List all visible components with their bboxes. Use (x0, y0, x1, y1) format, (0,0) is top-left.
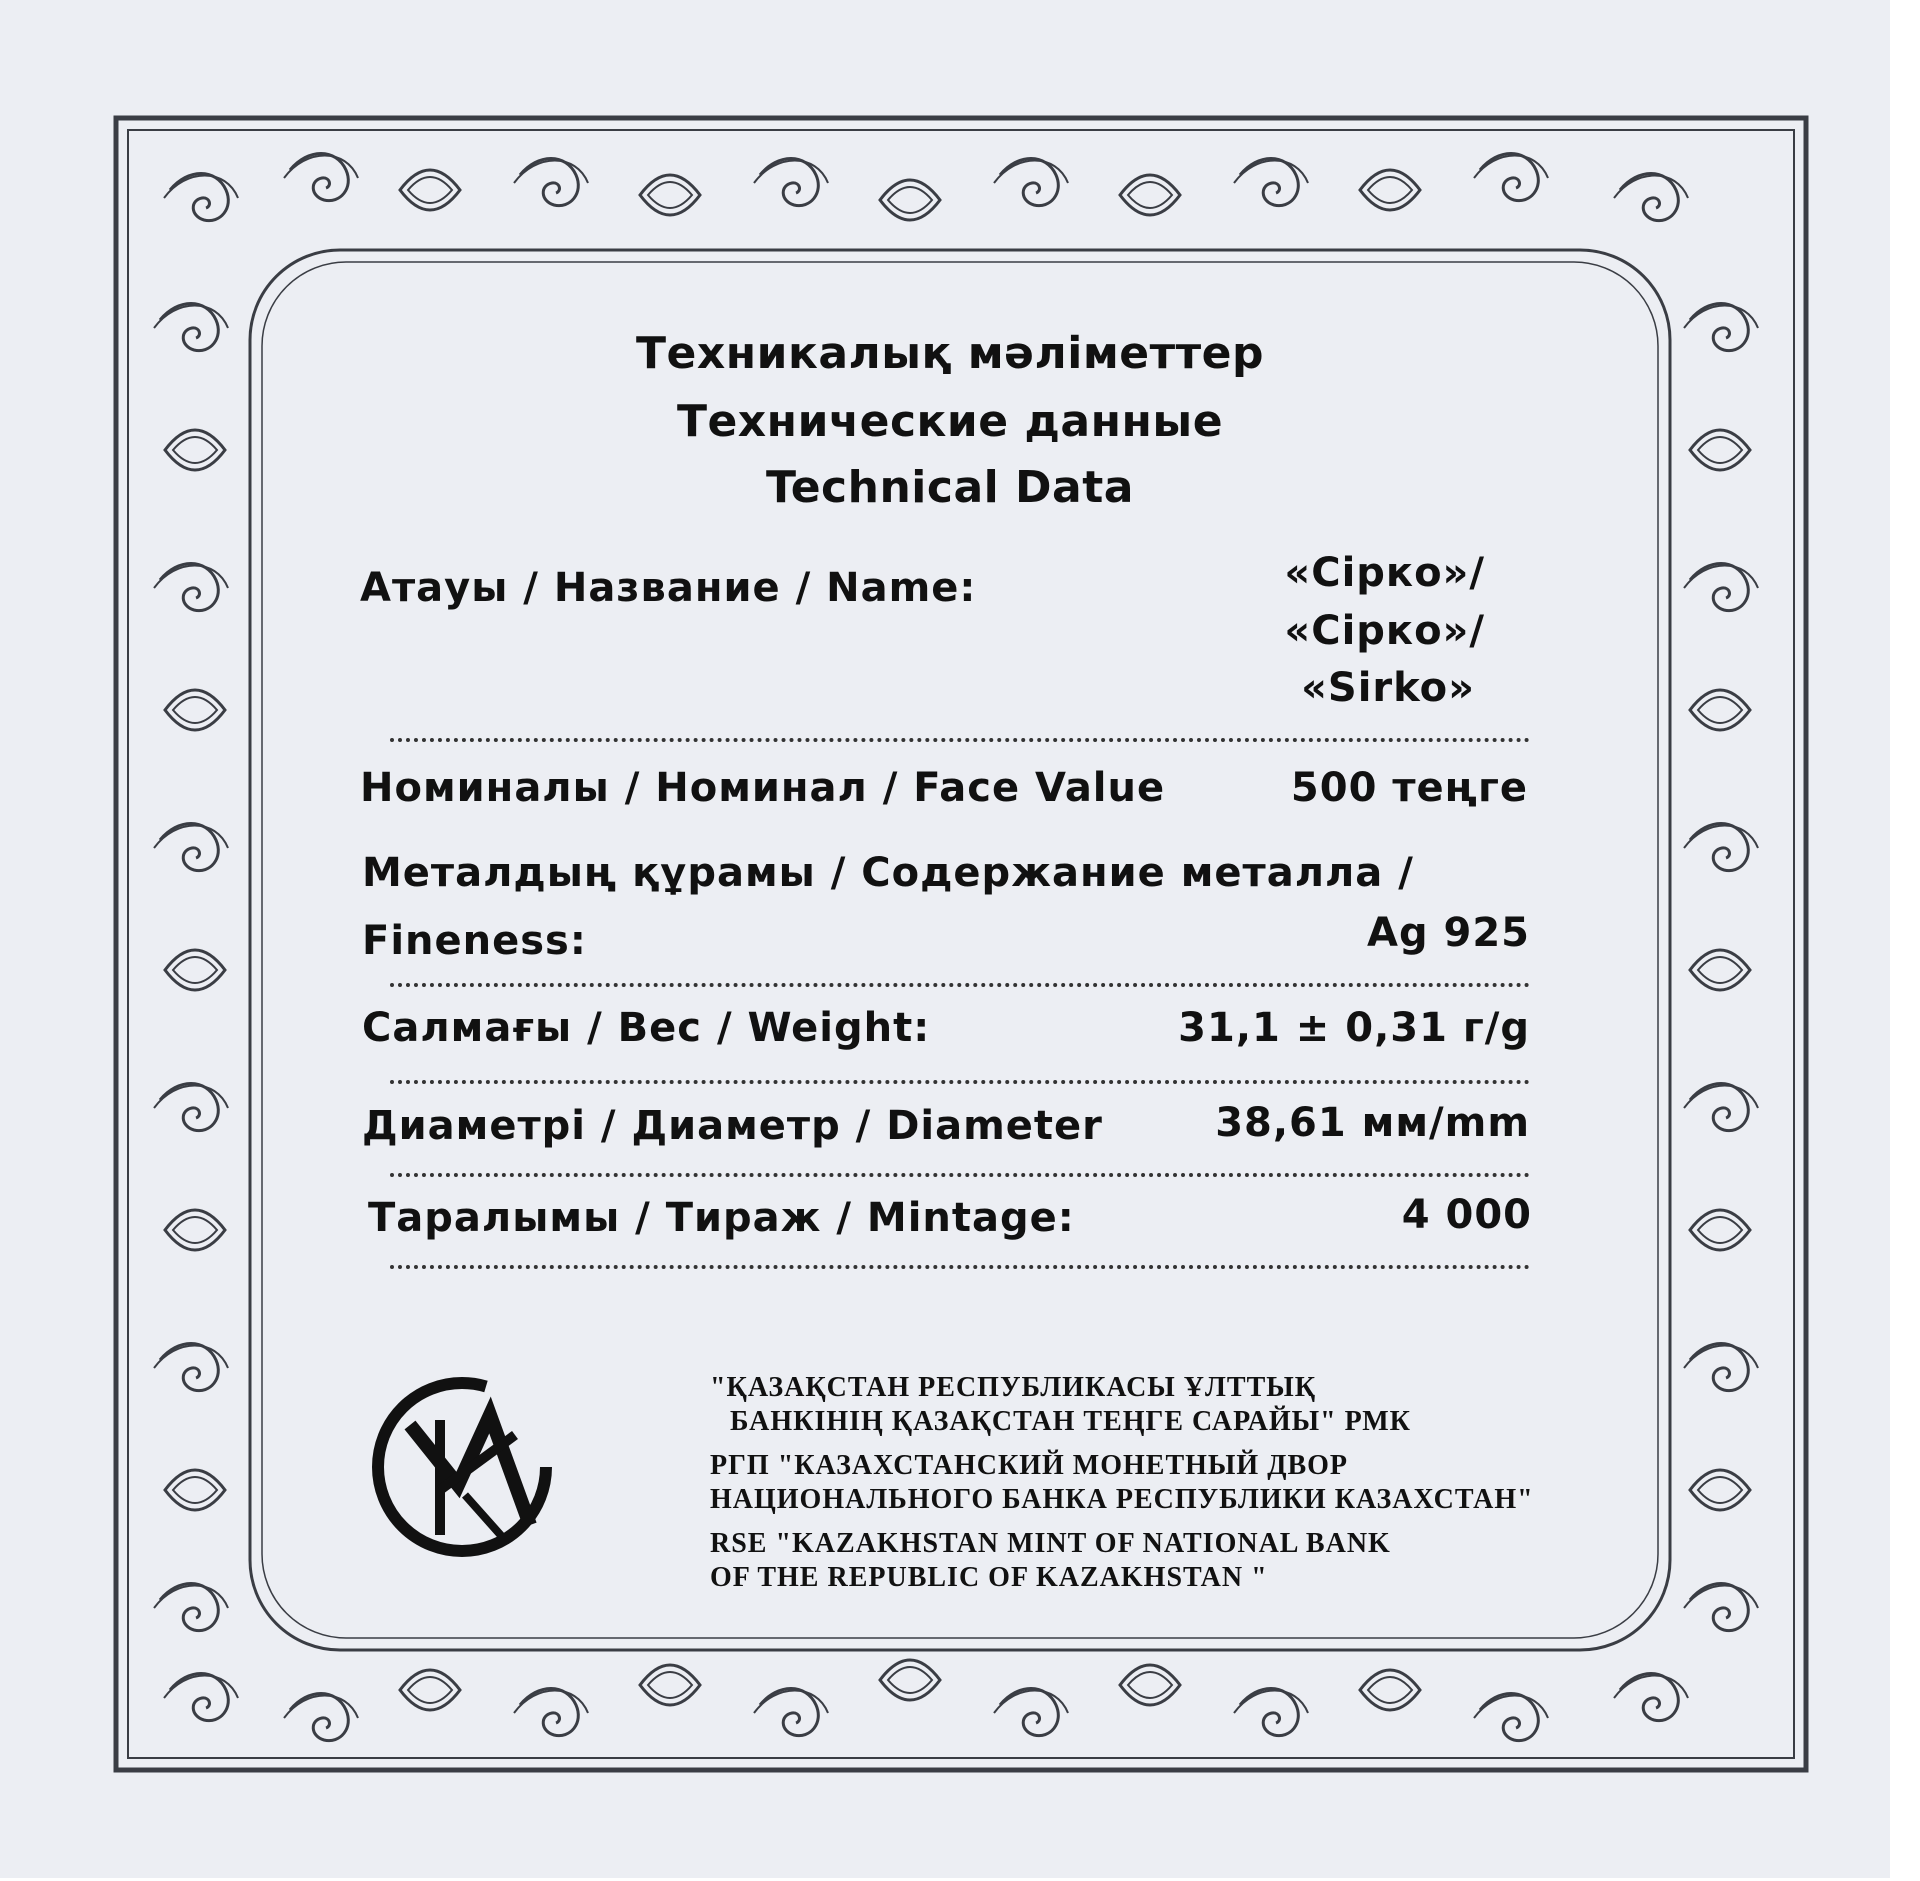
title-kazakh: Техникалық мәліметтер (636, 328, 1264, 379)
title-russian: Технические данные (676, 396, 1224, 447)
fineness-label: Fineness: (362, 918, 587, 964)
separator (390, 983, 1530, 987)
mint-name-russian-line2: НАЦИОНАЛЬНОГО БАНКА РЕСПУБЛИКИ КАЗАХСТАН" (710, 1484, 1534, 1515)
name-label: Атауы / Название / Name: (360, 565, 977, 611)
mintage-label: Таралымы / Тираж / Mintage: (368, 1195, 1075, 1241)
face-value-value: 500 теңге (1290, 765, 1528, 811)
mint-name-english-line1: RSE "KAZAKHSTAN MINT OF NATIONAL BANK (710, 1528, 1391, 1559)
separator (390, 1080, 1530, 1084)
kazakhstan-mint-logo-icon (370, 1375, 555, 1560)
name-value-kazakh: «Сірко»/ (1284, 550, 1485, 596)
mint-name-english-line2: OF THE REPUBLIC OF KAZAKHSTAN " (710, 1562, 1268, 1593)
separator (390, 738, 1530, 742)
title-english: Technical Data (766, 462, 1134, 513)
name-value-english: «Sirko» (1301, 665, 1475, 711)
metal-label: Металдың құрамы / Содержание металла / (362, 850, 1414, 896)
scan-margin (1890, 0, 1920, 1881)
mint-name-kazakh-line2: БАНКІНІҢ ҚАЗАҚСТАН ТЕҢГЕ САРАЙЫ" РМК (730, 1406, 1411, 1437)
separator (390, 1173, 1530, 1177)
diameter-label: Диаметрі / Диаметр / Diameter (362, 1103, 1103, 1149)
separator (390, 1265, 1530, 1269)
weight-label: Салмағы / Вес / Weight: (362, 1005, 931, 1051)
mintage-value: 4 000 (1401, 1192, 1532, 1238)
fineness-value: Ag 925 (1366, 910, 1530, 956)
diameter-value: 38,61 мм/mm (1215, 1100, 1530, 1146)
name-value-russian: «Сірко»/ (1284, 608, 1485, 654)
mint-name-kazakh-line1: "ҚАЗАҚСТАН РЕСПУБЛИКАСЫ ҰЛТТЫҚ (710, 1372, 1317, 1403)
mint-name-russian-line1: РГП "КАЗАХСТАНСКИЙ МОНЕТНЫЙ ДВОР (710, 1450, 1349, 1481)
weight-value: 31,1 ± 0,31 г/g (1178, 1005, 1530, 1051)
face-value-label: Номиналы / Номинал / Face Value (360, 765, 1166, 811)
